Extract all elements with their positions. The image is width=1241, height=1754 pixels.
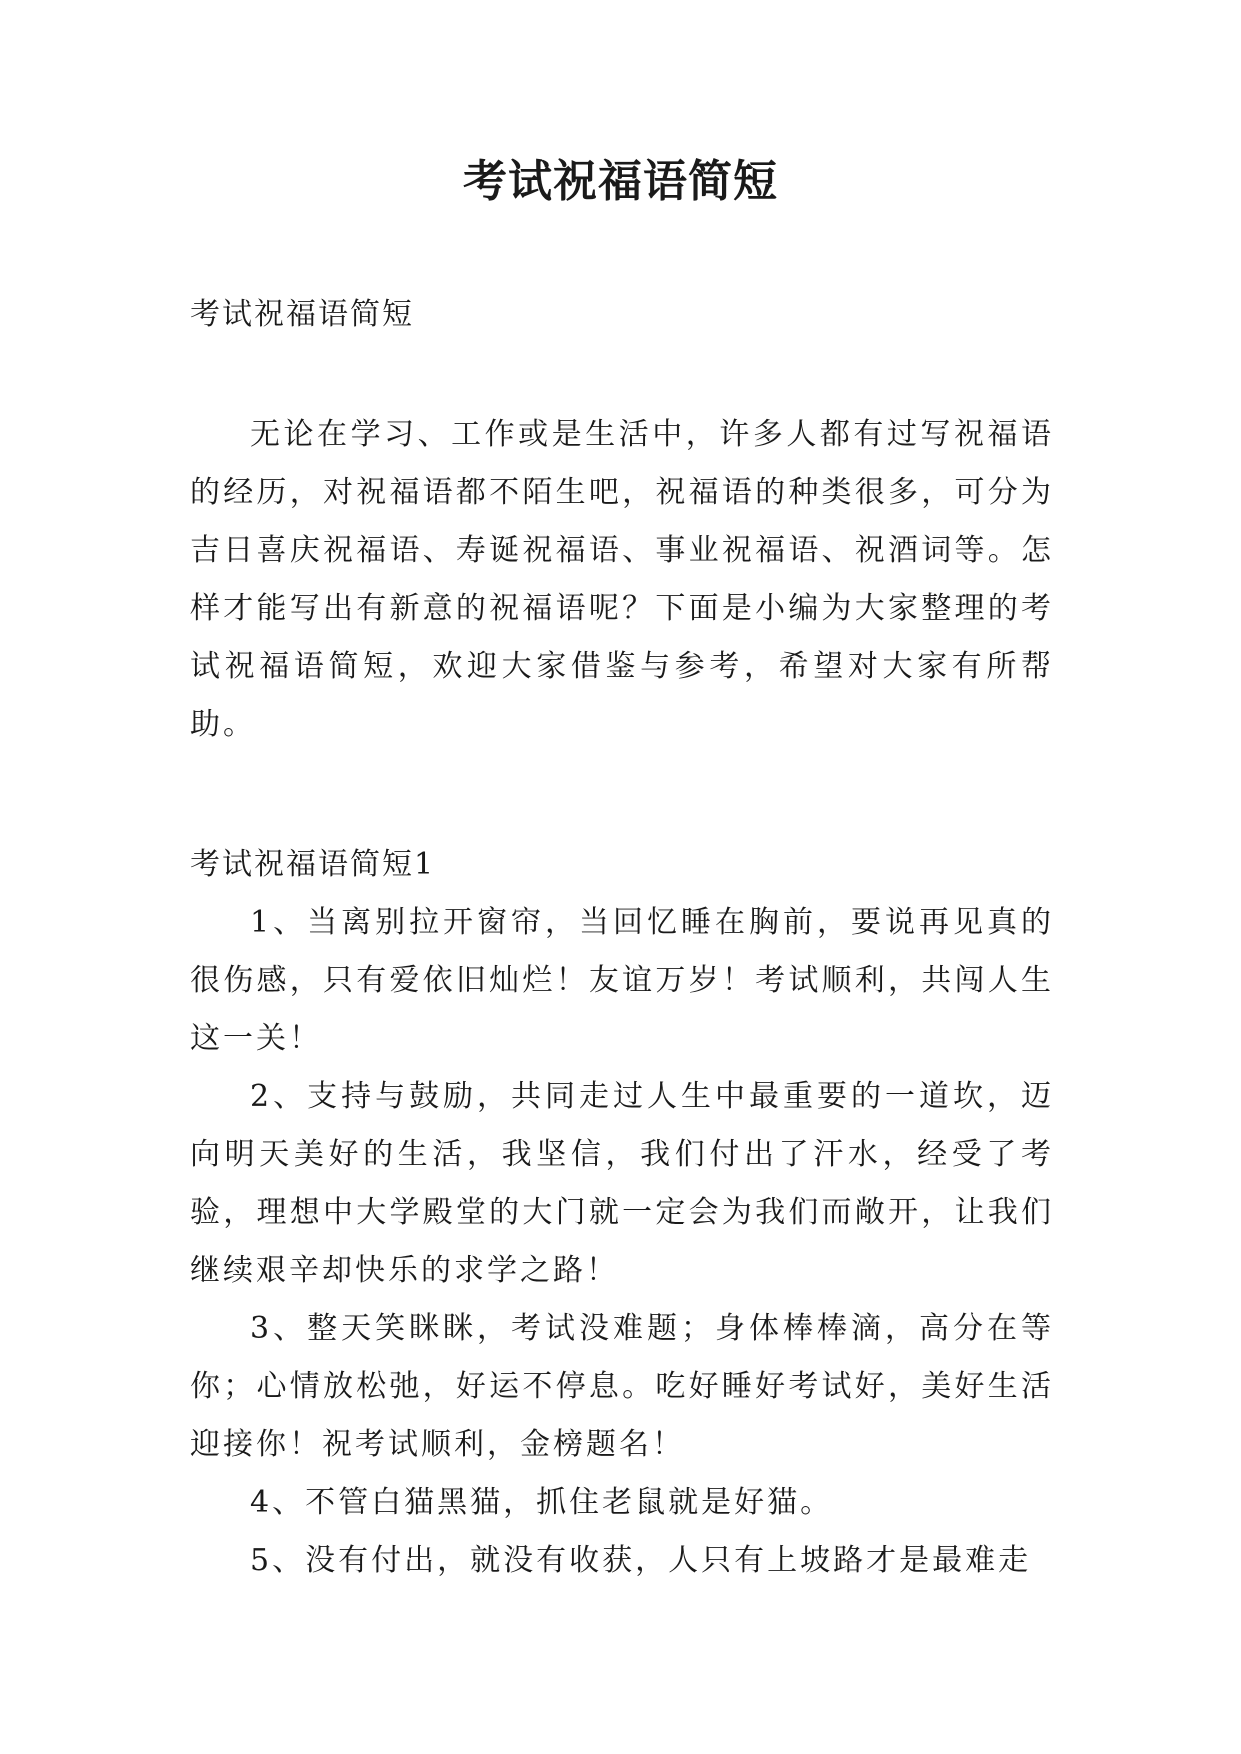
list-item: 3、整天笑眯眯，考试没难题；身体棒棒滴，高分在等你；心情放松弛，好运不停息。吃好睡好考试好，美好生活迎接你！祝考试顺利，金榜题名！ (190, 1311, 1054, 1462)
document-body (190, 286, 1054, 1590)
list-item: 1、当离别拉开窗帘，当回忆睡在胸前，要说再见真的很伤感，只有爱依旧灿烂！友谊万岁！考试顺利，共闯人生这一关！ (190, 905, 1054, 1056)
list-item: 4、不管白猫黑猫，抓住老鼠就是好猫。 (250, 1485, 834, 1520)
list-item: 2、支持与鼓励，共同走过人生中最重要的一道坎，迈向明天美好的生活，我坚信，我们付出了汗水，经受了考验，理想中大学殿堂的大门就一定会为我们而敞开，让我们继续艰辛却快乐的求学之路！ (190, 1079, 1054, 1288)
document-title: 考试祝福语简短 (463, 156, 778, 207)
document-subtitle: 考试祝福语简短 (190, 297, 414, 332)
intro-paragraph: 无论在学习、工作或是生活中，许多人都有过写祝福语的经历，对祝福语都不陌生吧，祝福语的种类很多，可分为吉日喜庆祝福语、寿诞祝福语、事业祝福语、祝酒词等。怎样才能写出有新意的祝福语呢？下面是小编为大家整理的考试祝福语简短，欢迎大家借鉴与参考，希望对大家有所帮助。 (190, 417, 1054, 742)
section-heading: 考试祝福语简短1 (190, 847, 436, 882)
list-item: 5、没有付出，就没有收获，人只有上坡路才是最难走 (250, 1543, 1032, 1578)
